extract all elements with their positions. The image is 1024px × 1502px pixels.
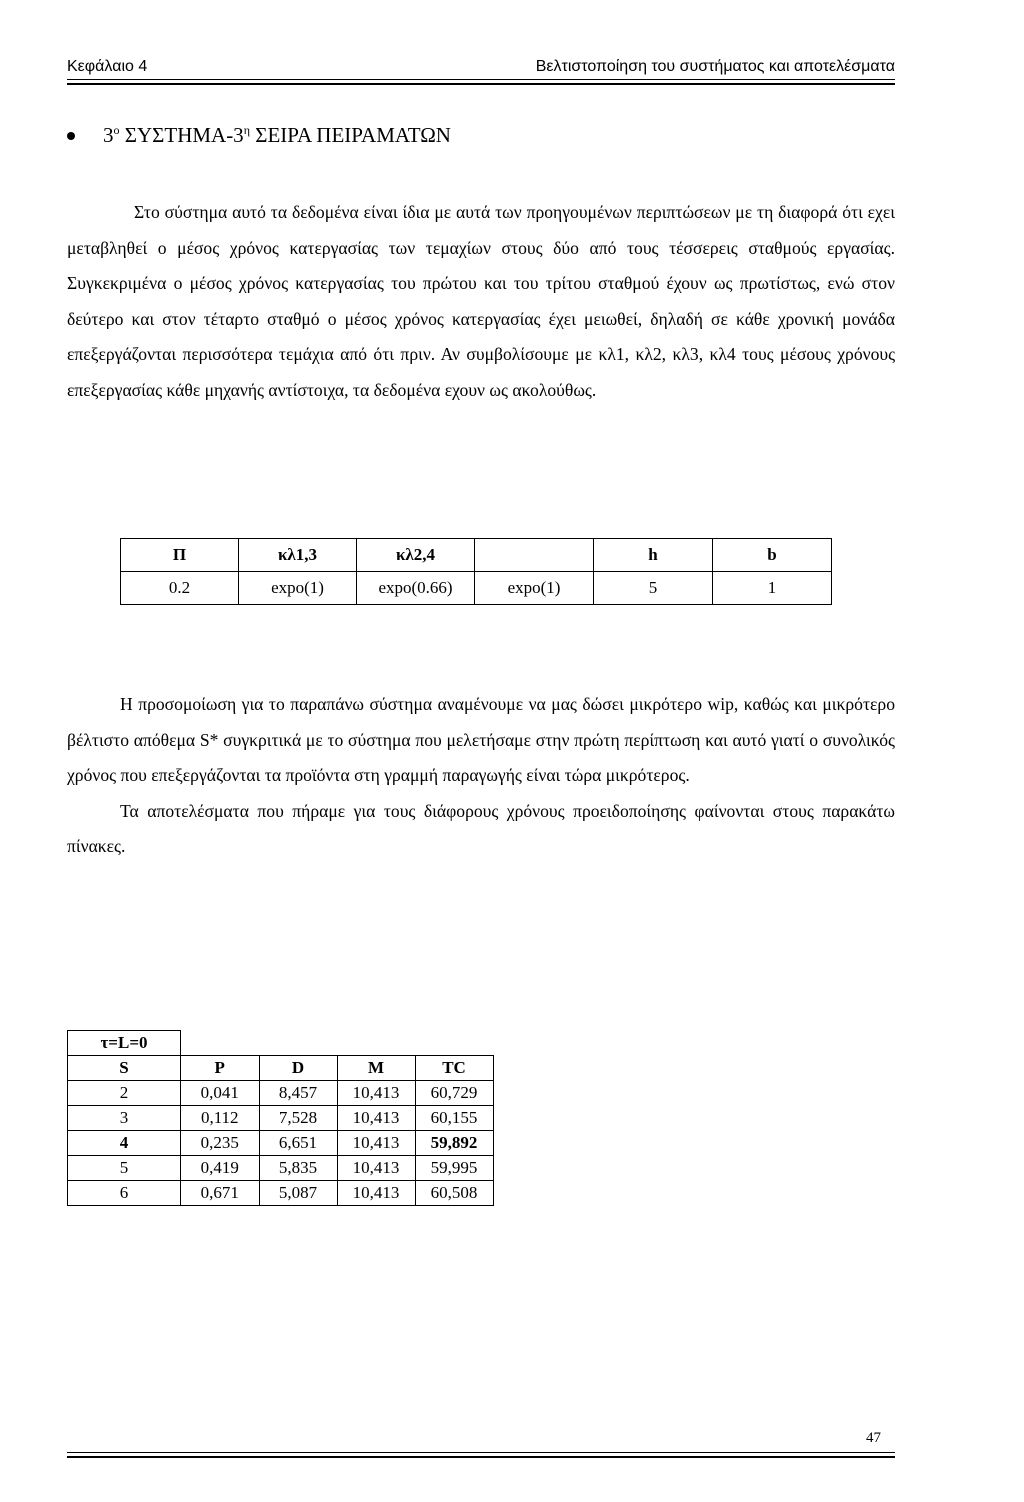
- table-row: 0.2 expo(1) expo(0.66) expo(1) 5 1: [121, 572, 832, 605]
- discussion-text-2: Τα αποτελέσματα που πήραμε για τους διάφορους χρόνους προειδοποίησης φαίνονται στους παρακάτω πίνακες.: [67, 800, 895, 857]
- intro-paragraph: Στο σύστημα αυτό τα δεδομένα είναι ίδια με αυτά των προηγουμένων περιπτώσεων με τη διαφορά ότι εχει μεταβληθεί ο μέσος χρόνος κατεργασίας των τεμαχίων στους δύο από τους τέσσερεις σταθμούς εργασίας. Συγκεκριμένα ο μέσος χρόνος κατεργασίας του πρώτου και του τρίτου σταθμού έχουν ως πρωτίστως, ενώ στον δεύτερο και στον τέταρτο σταθμό ο μέσος χρόνος κατεργασίας έχει μειωθεί, δηλαδή σε κάθε χρονική μονάδα επεξεργάζονται περισσότερα τεμάχια από ότι πριν. Αν συμβολίσουμε με κλ1, κλ2, κλ3, κλ4 τους μέσους χρόνους επεξεργασίας κάθε μηχανής αντίστοιχα, τα δεδομένα εχουν ως ακολούθως.: [67, 202, 896, 400]
- table-row: 6 0,671 5,087 10,413 60,508: [68, 1181, 494, 1206]
- section-running-title: Βελτιστοποίηση του συστήματος και αποτελέσματα: [535, 58, 895, 75]
- bullet-icon: [67, 132, 75, 140]
- discussion-paragraph: [67, 687, 895, 865]
- footer-rule-thick: [67, 1456, 895, 1458]
- chapter-title: Κεφάλαιο 4: [67, 58, 148, 75]
- table-row: 5 0,419 5,835 10,413 59,995: [68, 1156, 494, 1181]
- page-header: [67, 58, 895, 76]
- table-row: 4 0,235 6,651 10,413 59,892: [68, 1131, 494, 1156]
- header-rule: [67, 79, 895, 80]
- table-header-row: S P D M TC: [68, 1056, 494, 1081]
- page-number: 47: [866, 1430, 881, 1446]
- header-rule-thick: [67, 83, 895, 85]
- caption-row: [68, 1031, 494, 1056]
- optimal-cost: 59,892: [415, 1131, 493, 1156]
- section-heading-text: $3^o$ ΣΥΣΤΗΜΑ-$3^\eta$ ΣΕΙΡΑ ΠΕΙΡΑΜΑΤΩΝ: [103, 123, 451, 147]
- parameters-table: [120, 538, 832, 605]
- section-heading: [67, 123, 451, 148]
- table-header-row: Π κλ1,3 κλ2,4 h b: [121, 539, 832, 572]
- table-row: 2 0,041 8,457 10,413 60,729: [68, 1081, 494, 1106]
- results-table: [67, 1030, 494, 1206]
- footer-rule: [67, 1452, 895, 1453]
- table-row: 3 0,112 7,528 10,413 60,155: [68, 1106, 494, 1131]
- discussion-text-1: Η προσομοίωση για το παραπάνω σύστημα αναμένουμε να μας δώσει μικρότερο wip, καθώς και μικρότερο βέλτιστο απόθεμα S* συγκριτικά με το σύστημα που μελετήσαμε στην πρώτη περίπτωση και αυτό γιατί ο συνολικός χρόνος που επεξεργάζονται τα προϊόντα στη γραμμή παραγωγής είναι τώρα μικρότερος.: [67, 694, 895, 786]
- table-caption: τ=L=0: [68, 1031, 181, 1056]
